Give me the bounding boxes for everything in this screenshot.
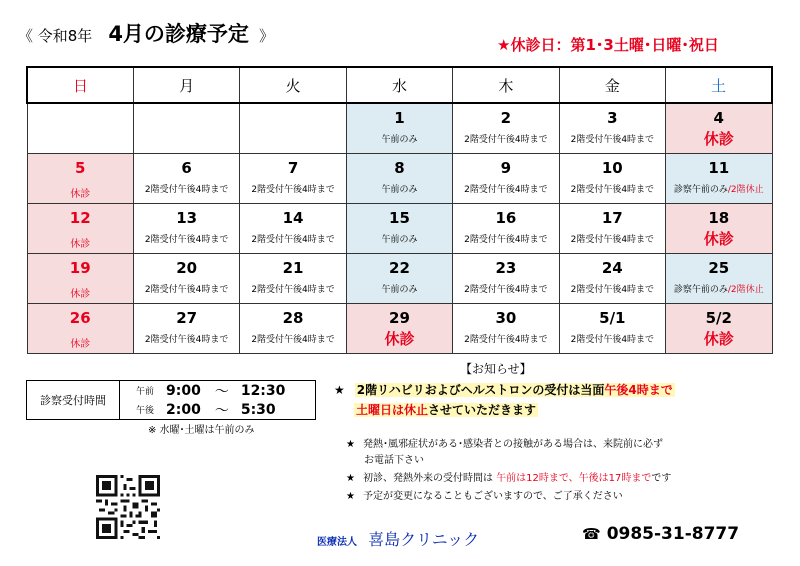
day-note <box>666 185 771 196</box>
page-title <box>18 18 274 52</box>
qr-code[interactable] <box>96 475 160 539</box>
bullet-fever-line-1 <box>346 437 663 453</box>
title-main: 4月の診療予定 <box>108 22 249 46</box>
weekday-wed: 水 <box>346 67 452 103</box>
week-row <box>27 304 772 354</box>
am-end: 12:30 <box>240 382 286 399</box>
day-note: 2階受付午後4時まで <box>464 185 548 195</box>
rehab-notice-saturday: 土曜日は休止 <box>356 403 429 417</box>
day-note-closed: 休診 <box>70 289 91 300</box>
hours-note: ※ 水曜･土曜は午前のみ <box>148 425 255 436</box>
day-number: 20 <box>176 259 198 277</box>
day-note: 2階受付午後4時まで <box>144 235 229 245</box>
star-icon: ★ <box>346 491 355 502</box>
day-cell <box>559 154 665 204</box>
notice-heading: 【お知らせ】 <box>460 362 532 376</box>
day-cell-empty <box>240 103 346 154</box>
day-cell <box>559 204 665 254</box>
rehab-notice-text-a: 2階リハビリおよびヘルストロンの受付は当面 <box>356 383 605 397</box>
title-close: 》 <box>258 27 274 45</box>
day-number: 21 <box>282 259 304 277</box>
day-number: 14 <box>282 209 304 227</box>
bullet-schedule-change <box>346 489 623 505</box>
star-icon: ★ <box>334 383 345 397</box>
title-era: 《 令和8年 <box>18 27 93 45</box>
pm-tilde: ～ <box>214 402 229 419</box>
day-note: 午前のみ <box>381 185 418 195</box>
week-row <box>27 154 772 204</box>
day-note: 2階受付午後4時まで <box>144 335 229 345</box>
day-number: 27 <box>176 309 198 327</box>
day-note: 2階受付午後4時まで <box>464 285 548 295</box>
day-cell <box>453 154 559 204</box>
clinic-name <box>317 527 479 550</box>
phone-number: 0985-31-8777 <box>606 524 740 544</box>
day-number: 29 <box>389 309 410 327</box>
day-cell <box>666 304 772 354</box>
day-cell <box>133 154 239 204</box>
day-note: 2階受付午後4時まで <box>251 335 335 345</box>
day-cell <box>453 254 559 304</box>
day-cell-empty <box>27 103 133 154</box>
day-number: 11 <box>708 159 730 177</box>
day-number: 26 <box>69 309 91 327</box>
rehab-notice <box>334 380 789 420</box>
day-number: 16 <box>495 209 517 227</box>
rehab-notice-line-2 <box>334 400 789 420</box>
day-note: 午前のみ <box>381 285 418 295</box>
week-row <box>27 204 772 254</box>
day-cell <box>346 254 452 304</box>
day-note-closed: 休診 <box>384 330 415 348</box>
bullet-first-visit-c: です <box>651 473 672 484</box>
day-cell <box>559 254 665 304</box>
rehab-notice-text <box>355 383 675 397</box>
rehab-notice-text-2 <box>354 403 538 417</box>
day-cell <box>240 254 346 304</box>
day-number: 5/2 <box>705 309 732 327</box>
day-number: 18 <box>708 209 730 227</box>
day-cell <box>27 254 133 304</box>
day-note-part: 診察午前のみ <box>673 285 728 295</box>
day-number: 8 <box>394 159 405 177</box>
rehab-notice-text-b: させていただきます <box>428 403 537 417</box>
day-cell <box>346 304 452 354</box>
day-number: 10 <box>601 159 623 177</box>
weekday-header-row <box>27 67 772 103</box>
day-number: 30 <box>495 309 517 327</box>
bullet-fever-text: 発熱･風邪症状がある･感染者との接触がある場合は、来院前に必ず <box>362 439 663 450</box>
day-number: 1 <box>394 109 405 127</box>
holiday-note: ★休診日：第1･3土曜･日曜･祝日 <box>497 36 719 54</box>
day-note: 2階受付午後4時まで <box>144 185 229 195</box>
clinic-kind: 医療法人 <box>317 537 357 548</box>
day-note-part-red: /2階休止 <box>727 285 764 295</box>
day-cell <box>666 103 772 154</box>
week-row <box>27 254 772 304</box>
day-note: 2階受付午後4時まで <box>570 185 655 195</box>
day-number: 2 <box>500 109 512 127</box>
day-cell <box>27 304 133 354</box>
day-note: 2階受付午後4時まで <box>570 335 655 345</box>
day-cell <box>346 154 452 204</box>
day-cell <box>666 204 772 254</box>
phone-icon: ☎ <box>582 525 601 543</box>
day-number: 5/1 <box>599 309 626 327</box>
day-cell <box>27 204 133 254</box>
day-number: 25 <box>708 259 730 277</box>
day-cell <box>133 304 239 354</box>
day-cell <box>559 304 665 354</box>
bullet-first-visit-a: 初診、発熱外来の受付時間は <box>362 473 493 484</box>
day-note: 2階受付午後4時まで <box>251 185 335 195</box>
day-note: 2階受付午後4時まで <box>570 135 655 145</box>
am-start: 9:00 <box>166 382 201 399</box>
day-note: 午前のみ <box>381 135 418 145</box>
bullet-first-visit-times: 午前は12時まで、午後は17時まで <box>496 473 652 484</box>
star-icon: ★ <box>346 439 355 450</box>
weekday-fri: 金 <box>559 67 665 103</box>
day-note-closed: 休診 <box>703 330 734 348</box>
day-number: 4 <box>713 109 724 127</box>
day-cell <box>453 304 559 354</box>
am-tilde: ～ <box>214 383 229 400</box>
week-row <box>27 103 772 154</box>
day-number: 13 <box>176 209 198 227</box>
day-number: 24 <box>601 259 623 277</box>
pm-start: 2:00 <box>166 401 201 418</box>
day-cell <box>346 103 452 154</box>
day-number: 6 <box>181 159 192 177</box>
day-cell <box>346 204 452 254</box>
pm-label: 午後 <box>135 406 154 416</box>
bullet-first-visit <box>346 471 671 487</box>
weekday-sat: 土 <box>666 67 772 103</box>
day-note-part-red: /2階休止 <box>727 185 764 195</box>
day-note-closed: 休診 <box>70 189 91 200</box>
day-cell <box>453 204 559 254</box>
day-cell <box>666 154 772 204</box>
weekday-mon: 月 <box>133 67 239 103</box>
day-cell-empty <box>133 103 239 154</box>
clinic-phone[interactable] <box>582 524 739 544</box>
day-note: 2階受付午後4時まで <box>144 285 229 295</box>
day-cell <box>240 204 346 254</box>
bullet-fever <box>346 437 663 469</box>
day-number: 9 <box>500 159 512 177</box>
star-icon: ★ <box>346 473 355 484</box>
reception-hours-times <box>120 381 316 420</box>
day-number: 17 <box>601 209 623 227</box>
rehab-notice-line-1 <box>334 380 789 400</box>
day-note-closed: 休診 <box>70 339 91 350</box>
day-number: 5 <box>74 159 86 177</box>
day-note-closed: 休診 <box>70 239 91 250</box>
day-cell <box>27 154 133 204</box>
day-number: 19 <box>69 259 91 277</box>
pm-end: 5:30 <box>240 401 276 418</box>
day-number: 15 <box>389 209 410 227</box>
bullet-fever-line-2: お電話下さい <box>364 455 424 466</box>
day-note: 2階受付午後4時まで <box>570 235 655 245</box>
day-note <box>666 285 771 296</box>
bullet-schedule-change-text: 予定が変更になることもございますので、ご了承ください <box>362 491 623 502</box>
day-note: 2階受付午後4時まで <box>251 235 335 245</box>
day-number: 28 <box>282 309 304 327</box>
day-note: 2階受付午後4時まで <box>251 285 335 295</box>
day-note: 2階受付午後4時まで <box>464 135 548 145</box>
reception-hours-label: 診察受付時間 <box>27 381 120 420</box>
day-cell <box>133 204 239 254</box>
day-note-part: 診察午前のみ <box>673 185 728 195</box>
day-number: 7 <box>287 159 299 177</box>
day-number: 23 <box>495 259 517 277</box>
day-number: 3 <box>607 109 618 127</box>
weekday-sun: 日 <box>27 67 133 103</box>
day-note-closed: 休診 <box>703 230 734 248</box>
weekday-thu: 木 <box>453 67 559 103</box>
rehab-notice-text-red: 午後4時まで <box>604 383 673 397</box>
pm-hours-row <box>120 400 315 419</box>
day-number: 22 <box>389 259 410 277</box>
day-cell <box>133 254 239 304</box>
day-cell <box>240 154 346 204</box>
day-cell <box>453 103 559 154</box>
weekday-tue: 火 <box>240 67 346 103</box>
reception-hours-box <box>26 380 316 420</box>
day-note: 2階受付午後4時まで <box>464 235 548 245</box>
day-note: 午前のみ <box>381 235 418 245</box>
am-label: 午前 <box>135 387 154 397</box>
am-hours-row <box>120 381 315 400</box>
day-cell <box>240 304 346 354</box>
day-cell <box>559 103 665 154</box>
day-cell <box>666 254 772 304</box>
day-note: 2階受付午後4時まで <box>464 335 548 345</box>
day-note-closed: 休診 <box>703 130 734 148</box>
day-number: 12 <box>69 209 91 227</box>
clinic-title: 喜島クリニック <box>368 530 480 549</box>
day-note: 2階受付午後4時まで <box>570 285 655 295</box>
calendar-table <box>26 66 773 354</box>
